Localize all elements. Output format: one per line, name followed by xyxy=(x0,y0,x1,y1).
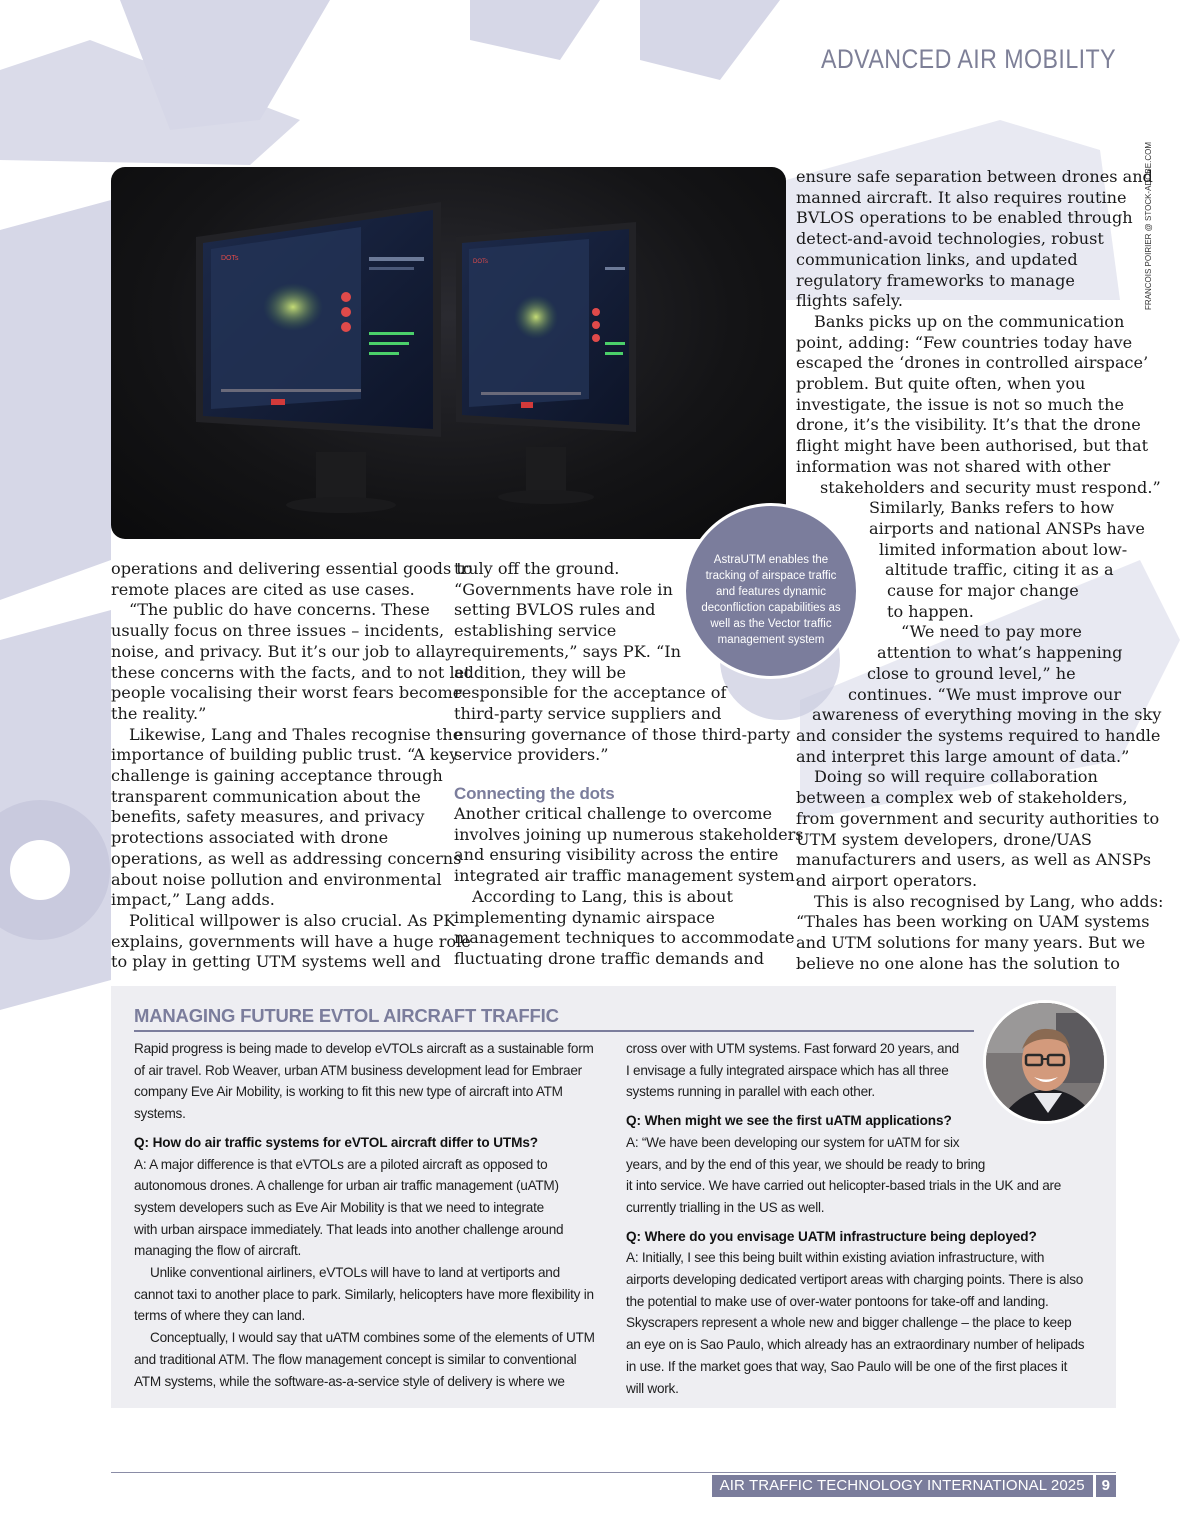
text-line: cause for major change xyxy=(887,581,1079,601)
text-line: point, adding: “Few countries today have xyxy=(796,332,1133,352)
text-line: A: Initially, I see this being built within existing aviation infrastructure, with xyxy=(626,1250,1045,1266)
text-line: ensure safe separation between drones and xyxy=(796,167,1153,186)
text-line: altitude traffic, citing it as a xyxy=(885,560,1114,580)
subheading: Connecting the dots xyxy=(454,784,615,804)
answer-paragraph xyxy=(626,1247,1086,1399)
text-line: explains, governments will have a huge role xyxy=(111,931,471,951)
text-line: system developers such as Eve Air Mobility is that we need to integrate xyxy=(134,1199,544,1215)
text-line: service providers.” xyxy=(454,745,609,765)
text-line: protections associated with drone xyxy=(111,828,389,848)
text-line: benefits, safety measures, and privacy xyxy=(111,807,425,827)
text-line: the potential to make use of over-water pontoons for take-off and landing. xyxy=(626,1293,1049,1309)
text-line: about noise pollution and environmental xyxy=(111,869,442,889)
column-2-bottom xyxy=(454,804,804,970)
text-line: Q: How do air traffic systems for eVTOL aircraft differ to UTMs? xyxy=(134,1134,539,1150)
text-line: ensuring governance of those third-party xyxy=(454,724,791,744)
text-line: communication links, and updated xyxy=(796,249,1078,269)
text-line: Unlike conventional airliners, eVTOLs will have to land at vertiports and xyxy=(150,1265,560,1281)
paragraph xyxy=(111,600,471,724)
text-line: escaped the ‘drones in controlled airspace’ xyxy=(796,353,1149,373)
text-line: currently trialling in the US as well. xyxy=(626,1199,825,1215)
text-line: regulatory frameworks to manage xyxy=(796,270,1075,290)
screen-logo-right: DOTs xyxy=(473,259,488,265)
text-line: problem. But quite often, when you xyxy=(796,374,1086,394)
hero-photo xyxy=(111,167,786,539)
text-line: Another critical challenge to overcome xyxy=(454,804,773,824)
text-line: to play in getting UTM systems well and xyxy=(111,952,441,972)
text-line: Rapid progress is being made to develop eVTOLs aircraft as a sustainable form xyxy=(134,1041,594,1056)
text-line: drone, it’s the visibility. It’s that the drone xyxy=(796,415,1141,435)
right-monitor xyxy=(456,222,636,504)
footer-rule xyxy=(111,1472,1116,1473)
text-line: to happen. xyxy=(887,601,974,621)
text-line: Doing so will require collaboration xyxy=(814,767,1098,787)
text-line: stakeholders and security must respond.” xyxy=(820,477,1161,497)
text-line: it into service. We have carried out helicopter-based trials in the UK and are xyxy=(626,1178,1062,1194)
text-line: integrated air traffic management system. xyxy=(454,866,800,886)
text-line: years, and by the end of this year, we should be ready to bring xyxy=(626,1156,986,1172)
text-line: airports and national ANSPs have xyxy=(869,518,1145,538)
text-line: management techniques to accommodate xyxy=(454,928,795,948)
paragraph xyxy=(111,910,471,973)
paragraph xyxy=(796,622,1162,767)
text-line: requirements,” says PK. “In xyxy=(454,641,681,661)
text-line: Q: Where do you envisage UATM infrastructure being deployed? xyxy=(626,1228,1037,1244)
paragraph xyxy=(796,311,1161,498)
text-line: limited information about low- xyxy=(879,539,1128,559)
text-line: This is also recognised by Lang, who adds: xyxy=(814,891,1164,911)
text-line: “The public do have concerns. These xyxy=(129,600,430,620)
text-line: the reality.” xyxy=(111,703,207,723)
left-monitor xyxy=(196,202,441,513)
text-line: challenge is gaining acceptance through xyxy=(111,766,443,786)
answer-paragraph xyxy=(134,1038,606,1125)
text-line: airports developing dedicated vertiport areas with charging points. There is also xyxy=(626,1272,1084,1288)
text-line: manned aircraft. It also requires routine xyxy=(796,187,1127,207)
sidebar-column-1 xyxy=(134,1038,606,1392)
text-line: operations, as well as addressing concerns xyxy=(111,848,462,868)
text-line: usually focus on three issues – incidents, xyxy=(111,621,445,641)
monitors-illustration xyxy=(111,167,786,539)
text-line: responsible for the acceptance of xyxy=(454,683,727,703)
text-line: implementing dynamic airspace xyxy=(454,907,715,927)
text-line: operations and delivering essential goods to xyxy=(111,559,473,578)
paragraph xyxy=(111,559,473,600)
text-line: and interpret this large amount of data.” xyxy=(796,746,1130,766)
text-line: continues. “We must improve our xyxy=(848,684,1122,704)
text-line: noise, and privacy. But it’s our job to allay xyxy=(111,641,455,661)
text-line: terms of where they can land. xyxy=(134,1308,306,1324)
article-column-1 xyxy=(111,559,473,973)
caption-text: AstraUTM enables the tracking of airspace traffic and features dynamic deconfliction capabilities as well as the Vector traffic management system xyxy=(701,554,841,646)
text-line: A: “We have been developing our system for uATM for six xyxy=(626,1134,960,1150)
text-line: systems. xyxy=(134,1106,186,1122)
text-line: Q: When might we see the first uATM applications? xyxy=(626,1113,952,1129)
text-line: According to Lang, this is about xyxy=(472,886,734,906)
text-line: “We need to pay more xyxy=(901,622,1082,642)
text-line: Conceptually, I would say that uATM combines some of the elements of UTM xyxy=(150,1330,595,1346)
text-line: setting BVLOS rules and xyxy=(454,600,656,620)
text-line: systems running in parallel with each other. xyxy=(626,1084,875,1100)
text-line: in use. If the market goes that way, Sao Paulo will be one of the first places it xyxy=(626,1358,1068,1374)
text-line: detect-and-avoid technologies, robust xyxy=(796,229,1104,249)
text-line: cross over with UTM systems. Fast forward 20 years, and xyxy=(626,1041,959,1056)
text-line: truly off the ground. xyxy=(454,559,620,578)
text-line: cannot taxi to another place to park. Similarly, helicopters have more flexibility in xyxy=(134,1286,594,1302)
answer-paragraph xyxy=(134,1327,606,1392)
page-footer xyxy=(712,1475,1116,1497)
text-line: believe no one alone has the solution to xyxy=(796,953,1120,973)
text-line: fluctuating drone traffic demands and xyxy=(454,948,765,968)
answer-paragraph xyxy=(134,1154,606,1263)
text-line: an eye on is Sao Paulo, which already has an extraordinary number of helipads xyxy=(626,1337,1085,1353)
text-line: awareness of everything moving in the sky xyxy=(812,705,1162,725)
answer-paragraph xyxy=(626,1132,1086,1219)
text-line: Banks picks up on the communication xyxy=(814,311,1125,331)
text-line: BVLOS operations to be enabled through xyxy=(796,208,1133,228)
paragraph xyxy=(111,724,463,911)
question xyxy=(626,1226,1086,1248)
image-caption xyxy=(683,503,859,679)
text-line: of air travel. Rob Weaver, urban ATM business development lead for Embraer xyxy=(134,1062,582,1078)
text-line: impact,” Lang adds. xyxy=(111,890,275,910)
text-line: Similarly, Banks refers to how xyxy=(869,498,1115,518)
text-line: transparent communication about the xyxy=(111,786,421,806)
text-line: flights safely. xyxy=(796,291,903,311)
text-line: and airport operators. xyxy=(796,870,978,890)
text-line: people vocalising their worst fears become xyxy=(111,683,463,703)
text-line: importance of building public trust. “A key xyxy=(111,745,459,765)
photo-credit: FRANCOIS POIRIER @ STOCK-ADOBE.COM xyxy=(1144,142,1153,310)
publication-name: AIR TRAFFIC TECHNOLOGY INTERNATIONAL 2025 xyxy=(719,1477,1085,1494)
text-line: manufacturers and users, as well as ANSPs xyxy=(796,850,1152,870)
text-line: remote places are cited as use cases. xyxy=(111,579,415,599)
section-header: ADVANCED AIR MOBILITY xyxy=(820,44,1116,74)
text-line: Skyscrapers represent a whole new and bigger challenge – the place to keep xyxy=(626,1315,1072,1331)
page-number: 9 xyxy=(1093,1475,1116,1497)
text-line: and consider the systems required to handle xyxy=(796,725,1161,745)
text-line: I envisage a fully integrated airspace which has all three xyxy=(626,1062,949,1078)
text-line: flight might have been authorised, but that xyxy=(796,436,1149,456)
text-line: and traditional ATM. The flow management concept is similar to conventional xyxy=(134,1351,577,1367)
answer-paragraph xyxy=(134,1262,606,1327)
text-line: “Thales has been working on UAM systems xyxy=(796,912,1150,932)
text-line: Likewise, Lang and Thales recognise the xyxy=(129,724,463,744)
text-line: A: A major difference is that eVTOLs are a piloted aircraft as opposed to xyxy=(134,1156,548,1172)
text-line: company Eve Air Mobility, is working to fit this new type of aircraft into ATM xyxy=(134,1084,563,1100)
text-line: managing the flow of aircraft. xyxy=(134,1243,302,1259)
text-line: attention to what’s happening xyxy=(877,643,1123,663)
text-line: ATM systems, while the software-as-a-service style of delivery is where we xyxy=(134,1373,565,1389)
text-line: with urban airspace immediately. That leads into another challenge around xyxy=(134,1221,564,1237)
text-line: between a complex web of stakeholders, xyxy=(796,788,1128,808)
text-line: will work. xyxy=(626,1380,679,1396)
text-line: Political willpower is also crucial. As PK xyxy=(129,910,456,930)
text-line: addition, they will be xyxy=(454,662,626,682)
text-line: third-party service suppliers and xyxy=(454,703,722,723)
sidebar-title: MANAGING FUTURE EVTOL AIRCRAFT TRAFFIC xyxy=(134,1005,974,1032)
interviewee-photo xyxy=(983,1000,1107,1124)
paragraph xyxy=(796,767,1160,891)
text-line: and UTM solutions for many years. But we xyxy=(796,933,1146,953)
paragraph xyxy=(796,891,1164,975)
text-line: these concerns with the facts, and to not let xyxy=(111,662,471,682)
text-line: from government and security authorities to xyxy=(796,808,1160,828)
text-line: and ensuring visibility across the entire xyxy=(454,845,779,865)
paragraph xyxy=(454,886,795,970)
text-line: establishing service xyxy=(454,621,617,641)
text-line: investigate, the issue is not so much the xyxy=(796,394,1124,414)
text-line: autonomous drones. A challenge for urban air traffic management (uATM) xyxy=(134,1178,559,1194)
paragraph xyxy=(454,804,804,887)
text-line: UTM system developers, drone/UAS xyxy=(796,829,1092,849)
text-line: “Governments have role in xyxy=(454,579,673,599)
text-line: close to ground level,” he xyxy=(867,663,1076,683)
question xyxy=(134,1132,606,1154)
text-line: involves joining up numerous stakeholders xyxy=(454,824,804,844)
text-line: information was not shared with other xyxy=(796,456,1111,476)
screen-logo-left: DOTs xyxy=(221,255,239,262)
